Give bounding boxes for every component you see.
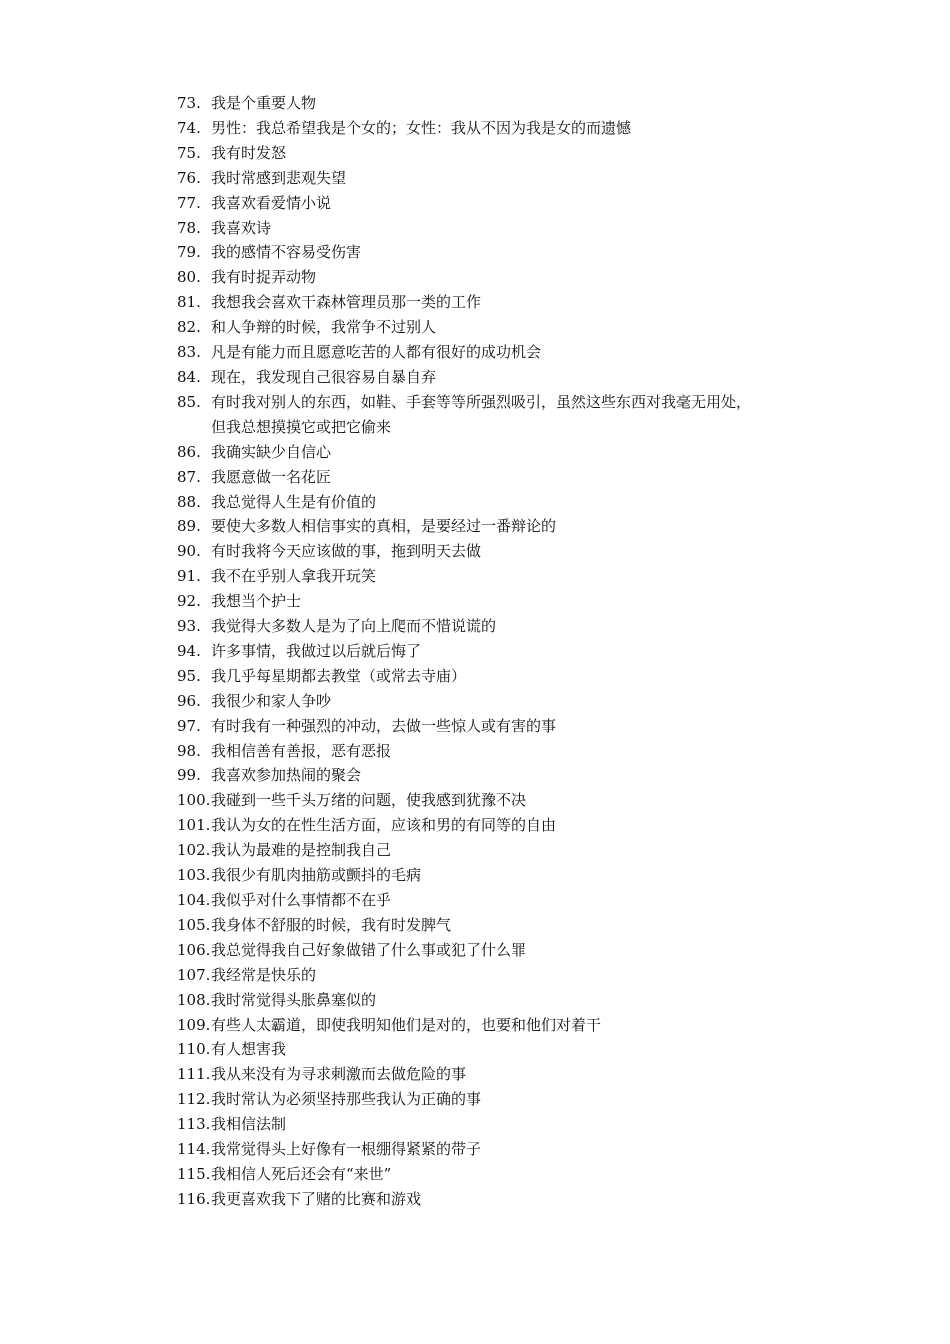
item-number: 102. xyxy=(177,841,211,860)
list-item xyxy=(177,1087,877,1112)
item-number: 79. xyxy=(177,243,201,262)
list-item xyxy=(177,614,877,639)
item-number: 98. xyxy=(177,741,201,760)
item-number: 103. xyxy=(177,866,211,885)
list-item xyxy=(177,216,877,241)
item-number: 99. xyxy=(177,766,201,785)
item-text: 我似乎对什么事情都不在乎 xyxy=(211,891,392,909)
list-item xyxy=(177,763,877,788)
list-item xyxy=(177,988,877,1013)
item-number: 91. xyxy=(177,567,201,586)
item-text: 我身体不舒服的时候，我有时发脾气 xyxy=(211,915,452,934)
item-text: 许多事情，我做过以后就后悔了 xyxy=(211,641,422,660)
item-text: 有人想害我 xyxy=(211,1040,287,1059)
item-number: 108. xyxy=(177,990,211,1009)
list-item xyxy=(177,240,877,265)
item-number: 114. xyxy=(177,1140,211,1159)
item-text: 我经常是快乐的 xyxy=(211,965,317,984)
item-number: 110. xyxy=(177,1040,211,1059)
list-item xyxy=(177,739,877,764)
item-text: 我是个重要人物 xyxy=(211,94,317,112)
item-text: 有时我有一种强烈的冲动，去做一些惊人或有害的事 xyxy=(211,716,557,735)
item-number: 80. xyxy=(177,268,201,287)
list-item xyxy=(177,265,877,290)
item-text: 我喜欢诗 xyxy=(211,218,272,237)
item-text: 有时我将今天应该做的事，拖到明天去做 xyxy=(211,542,482,561)
questionnaire-list xyxy=(177,91,877,1212)
item-text: 男性：我总希望我是个女的；女性：我从不因为我是女的而遗憾 xyxy=(211,118,632,137)
list-item xyxy=(177,1187,877,1212)
item-number: 107. xyxy=(177,965,211,984)
item-number: 78. xyxy=(177,218,201,237)
item-number: 95. xyxy=(177,666,201,685)
item-number: 94. xyxy=(177,641,201,660)
item-number: 97. xyxy=(177,716,201,735)
item-text: 我的感情不容易受伤害 xyxy=(211,243,362,262)
item-text: 我常觉得头上好像有一根绷得紧紧的带子 xyxy=(211,1140,482,1159)
item-text: 现在，我发现自己很容易自暴自弃 xyxy=(211,367,437,386)
item-number: 85. xyxy=(177,392,201,411)
list-item xyxy=(177,465,877,490)
list-item xyxy=(177,888,877,913)
list-item xyxy=(177,863,877,888)
item-text: 我喜欢看爱情小说 xyxy=(211,193,332,212)
item-number: 115. xyxy=(177,1164,211,1183)
item-text: 要使大多数人相信事实的真相，是要经过一番辩论的 xyxy=(211,517,557,536)
item-text: 我总觉得人生是有价值的 xyxy=(211,492,377,511)
item-number: 109. xyxy=(177,1015,211,1034)
item-text: 和人争辩的时候，我常争不过别人 xyxy=(211,318,437,337)
item-number: 106. xyxy=(177,940,211,959)
item-text: 我认为最难的是控制我自己 xyxy=(211,841,392,860)
item-text: 我认为女的在性生活方面，应该和男的有同等的自由 xyxy=(211,816,557,835)
item-text: 我想当个护士 xyxy=(211,592,302,611)
list-item xyxy=(177,290,877,315)
item-text: 我不在乎别人拿我开玩笑 xyxy=(211,567,377,586)
list-item xyxy=(177,539,877,564)
list-item xyxy=(177,440,877,465)
list-item xyxy=(177,340,877,365)
list-item xyxy=(177,813,877,838)
item-text: 有时我对别人的东西，如鞋、手套等等所强烈吸引，虽然这些东西对我毫无用处， 但我总想摸摸它或把它偷来 xyxy=(211,392,752,436)
list-item xyxy=(177,963,877,988)
item-text: 我从来没有为寻求刺激而去做危险的事 xyxy=(211,1065,467,1084)
item-number: 111. xyxy=(177,1065,211,1084)
list-item xyxy=(177,91,877,116)
item-text: 我时常认为必须坚持那些我认为正确的事 xyxy=(211,1090,482,1109)
list-item xyxy=(177,191,877,216)
item-text: 我碰到一些千头万绪的问题，使我感到犹豫不决 xyxy=(211,791,527,810)
item-number: 74. xyxy=(177,118,201,137)
list-item xyxy=(177,116,877,141)
item-text: 我愿意做一名花匠 xyxy=(211,467,332,486)
item-number: 83. xyxy=(177,343,201,362)
item-number: 101. xyxy=(177,816,211,835)
item-text: 我确实缺少自信心 xyxy=(211,442,332,461)
item-number: 104. xyxy=(177,891,211,909)
item-text: 我总觉得我自己好象做错了什么事或犯了什么罪 xyxy=(211,940,527,959)
item-text: 我想我会喜欢干森林管理员那一类的工作 xyxy=(211,293,482,312)
item-number: 82. xyxy=(177,318,201,337)
item-text: 我很少和家人争吵 xyxy=(211,691,332,710)
item-number: 75. xyxy=(177,143,201,162)
item-text: 我几乎每星期都去教堂（或常去寺庙） xyxy=(211,666,467,685)
list-item xyxy=(177,1162,877,1187)
item-number: 73. xyxy=(177,94,201,112)
item-number: 105. xyxy=(177,915,211,934)
item-number: 116. xyxy=(177,1189,211,1208)
item-number: 112. xyxy=(177,1090,211,1109)
list-item xyxy=(177,1112,877,1137)
item-number: 88. xyxy=(177,492,201,511)
item-number: 87. xyxy=(177,467,201,486)
list-item xyxy=(177,639,877,664)
list-item xyxy=(177,589,877,614)
list-item xyxy=(177,664,877,689)
item-text: 我时常觉得头胀鼻塞似的 xyxy=(211,990,377,1009)
item-number: 92. xyxy=(177,592,201,611)
list-item xyxy=(177,714,877,739)
item-number: 96. xyxy=(177,691,201,710)
item-text: 我很少有肌肉抽筋或颤抖的毛病 xyxy=(211,866,422,885)
item-number: 89. xyxy=(177,517,201,536)
list-item xyxy=(177,1037,877,1062)
list-item xyxy=(177,564,877,589)
list-item xyxy=(177,938,877,963)
item-number: 76. xyxy=(177,168,201,187)
list-item xyxy=(177,788,877,813)
item-number: 86. xyxy=(177,442,201,461)
item-number: 81. xyxy=(177,293,201,312)
item-text: 我相信法制 xyxy=(211,1115,287,1134)
list-item xyxy=(177,490,877,515)
item-number: 84. xyxy=(177,367,201,386)
item-text: 凡是有能力而且愿意吃苦的人都有很好的成功机会 xyxy=(211,343,542,362)
item-text: 我更喜欢我下了赌的比赛和游戏 xyxy=(211,1189,422,1208)
item-number: 100. xyxy=(177,791,211,810)
item-number: 77. xyxy=(177,193,201,212)
list-item xyxy=(177,315,877,340)
list-item xyxy=(177,365,877,390)
item-number: 93. xyxy=(177,617,201,636)
item-text: 我相信善有善报，恶有恶报 xyxy=(211,741,392,760)
item-text: 我喜欢参加热闹的聚会 xyxy=(211,766,362,785)
item-number: 90. xyxy=(177,542,201,561)
list-item xyxy=(177,1137,877,1162)
item-text: 我相信人死后还会有“来世” xyxy=(211,1164,392,1183)
list-item xyxy=(177,838,877,863)
item-text: 我觉得大多数人是为了向上爬而不惜说谎的 xyxy=(211,617,497,636)
item-text: 我有时捉弄动物 xyxy=(211,268,317,287)
item-text: 有些人太霸道，即使我明知他们是对的，也要和他们对着干 xyxy=(211,1015,602,1034)
item-text: 我时常感到悲观失望 xyxy=(211,168,347,187)
list-item xyxy=(177,913,877,938)
list-item xyxy=(177,166,877,191)
item-text: 我有时发怒 xyxy=(211,143,287,162)
list-item xyxy=(177,141,877,166)
list-item xyxy=(177,1062,877,1087)
item-number: 113. xyxy=(177,1115,211,1134)
list-item xyxy=(177,689,877,714)
list-item xyxy=(177,514,877,539)
list-item xyxy=(177,1013,877,1038)
list-item xyxy=(177,390,877,440)
